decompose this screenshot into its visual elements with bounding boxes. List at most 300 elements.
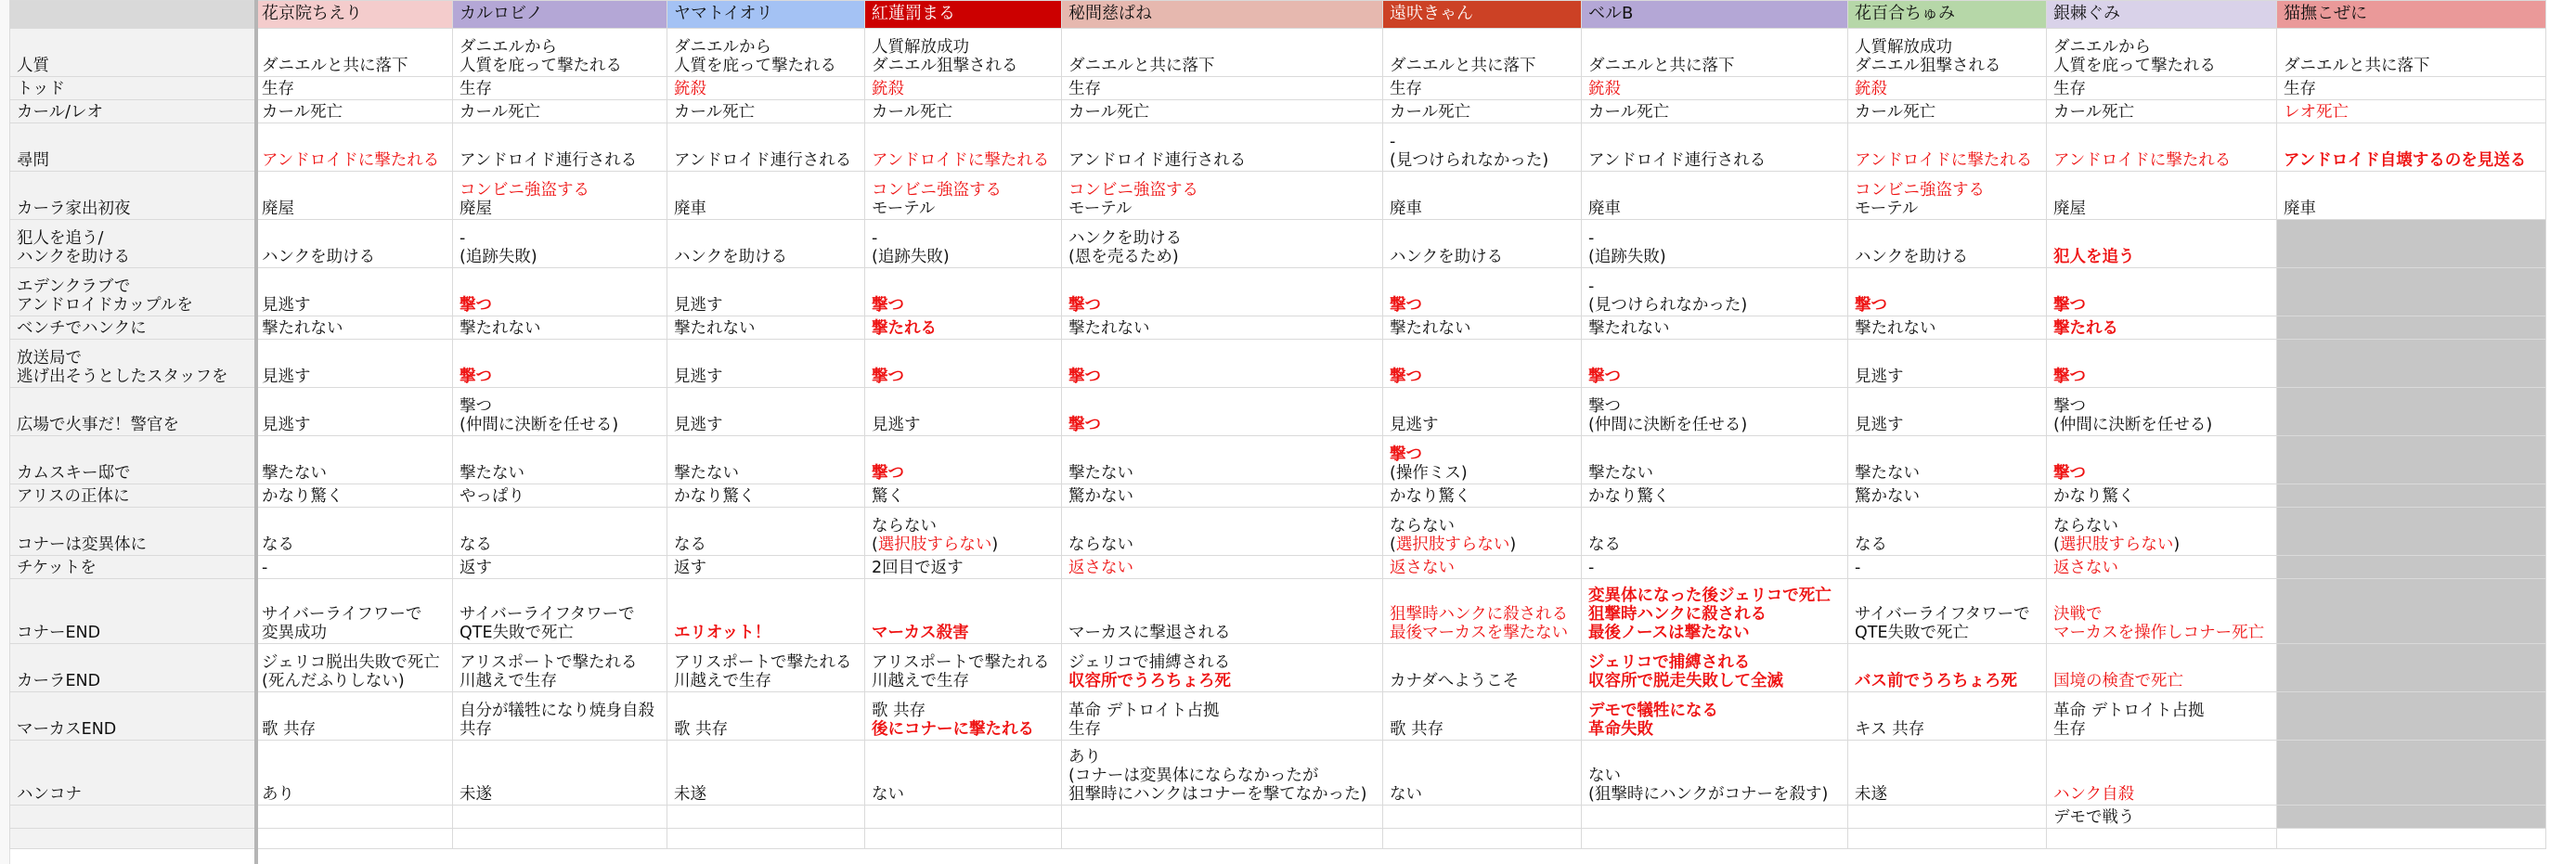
table-cell[interactable] bbox=[1062, 692, 1383, 741]
table-cell[interactable] bbox=[255, 172, 453, 220]
table-cell[interactable] bbox=[1062, 316, 1383, 340]
player-header[interactable] bbox=[1848, 1, 2047, 29]
row-label[interactable] bbox=[10, 806, 255, 829]
cell-text: 最後ノースは撃たない bbox=[1588, 624, 1750, 642]
table-cell[interactable] bbox=[667, 220, 865, 268]
table-cell[interactable] bbox=[1582, 29, 1848, 77]
cell-line bbox=[17, 57, 251, 75]
table-cell[interactable] bbox=[2277, 741, 2546, 806]
cell-line bbox=[1855, 57, 2042, 75]
cell-line bbox=[872, 517, 1057, 535]
table-cell[interactable] bbox=[667, 556, 865, 579]
table-cell[interactable] bbox=[2047, 806, 2277, 829]
row-label[interactable] bbox=[10, 484, 255, 508]
table-cell[interactable] bbox=[1848, 436, 2047, 484]
table-cell[interactable] bbox=[1062, 340, 1383, 388]
row-label[interactable] bbox=[10, 556, 255, 579]
table-cell[interactable] bbox=[1582, 123, 1848, 172]
table-cell[interactable] bbox=[2277, 268, 2546, 316]
cell-text: ダニエル狙撃される bbox=[872, 57, 1018, 75]
table-cell[interactable] bbox=[2277, 692, 2546, 741]
table-cell[interactable] bbox=[865, 829, 1062, 849]
cell-text: 未遂 bbox=[460, 785, 492, 804]
table-cell[interactable] bbox=[1582, 692, 1848, 741]
table-cell[interactable] bbox=[2047, 220, 2277, 268]
cell-line bbox=[460, 181, 663, 200]
table-cell[interactable] bbox=[1062, 220, 1383, 268]
table-cell[interactable] bbox=[1848, 340, 2047, 388]
table-cell[interactable] bbox=[1383, 316, 1582, 340]
table-cell[interactable] bbox=[865, 692, 1062, 741]
row-label[interactable] bbox=[10, 508, 255, 556]
table-cell[interactable] bbox=[2277, 556, 2546, 579]
table-cell[interactable] bbox=[1383, 556, 1582, 579]
cell-line bbox=[17, 296, 251, 315]
table-cell[interactable] bbox=[255, 29, 453, 77]
table-cell[interactable] bbox=[1848, 579, 2047, 644]
table-cell[interactable] bbox=[2047, 741, 2277, 806]
table-cell[interactable] bbox=[453, 172, 667, 220]
table-cell[interactable] bbox=[2047, 692, 2277, 741]
table-cell[interactable] bbox=[1848, 29, 2047, 77]
table-cell[interactable] bbox=[1062, 508, 1383, 556]
table-cell[interactable] bbox=[2047, 556, 2277, 579]
cell-text: 生存 bbox=[1068, 80, 1101, 98]
cell-text: 撃つ bbox=[1390, 445, 1422, 464]
row-label[interactable] bbox=[10, 123, 255, 172]
cell-line bbox=[262, 464, 448, 483]
table-cell[interactable] bbox=[1062, 484, 1383, 508]
player-header[interactable] bbox=[453, 1, 667, 29]
table-cell[interactable] bbox=[667, 316, 865, 340]
table-cell[interactable] bbox=[453, 692, 667, 741]
table-cell[interactable] bbox=[1062, 77, 1383, 100]
table-cell[interactable] bbox=[1062, 806, 1383, 829]
table-cell[interactable] bbox=[1383, 268, 1582, 316]
cell-text: 返す bbox=[460, 559, 492, 577]
table-cell[interactable] bbox=[1582, 484, 1848, 508]
table-cell[interactable] bbox=[1062, 436, 1383, 484]
cell-text: 広場で火事だ！警官を bbox=[17, 416, 179, 434]
cell-text: 廃屋 bbox=[460, 200, 492, 218]
table-cell[interactable] bbox=[2047, 268, 2277, 316]
table-cell[interactable] bbox=[1383, 100, 1582, 123]
table-cell[interactable] bbox=[1582, 508, 1848, 556]
table-cell[interactable] bbox=[2047, 77, 2277, 100]
table-cell[interactable] bbox=[1062, 579, 1383, 644]
table-cell[interactable] bbox=[667, 508, 865, 556]
cell-text: カール死亡 bbox=[460, 103, 541, 122]
table-cell[interactable] bbox=[865, 340, 1062, 388]
table-cell[interactable] bbox=[1582, 556, 1848, 579]
cell-text: QTE失敗で死亡 bbox=[460, 624, 575, 642]
table-cell[interactable] bbox=[1383, 579, 1582, 644]
table-cell[interactable] bbox=[667, 388, 865, 436]
cell-line bbox=[1390, 535, 1577, 554]
cell-text: カール/レオ bbox=[17, 103, 104, 122]
table-cell[interactable] bbox=[255, 484, 453, 508]
table-cell[interactable] bbox=[255, 220, 453, 268]
table-cell[interactable] bbox=[1062, 741, 1383, 806]
table-cell[interactable] bbox=[453, 100, 667, 123]
table-cell[interactable] bbox=[865, 172, 1062, 220]
table-cell[interactable] bbox=[667, 644, 865, 692]
table-cell[interactable] bbox=[2047, 579, 2277, 644]
player-name: カルロビノ bbox=[460, 4, 543, 23]
table-cell[interactable] bbox=[255, 806, 453, 829]
table-cell[interactable] bbox=[865, 220, 1062, 268]
table-cell[interactable] bbox=[1848, 484, 2047, 508]
row-label[interactable] bbox=[10, 829, 255, 849]
table-cell[interactable] bbox=[1582, 741, 1848, 806]
cell-text: ハンクを助ける bbox=[674, 248, 788, 266]
cell-line bbox=[1855, 535, 2042, 554]
table-cell[interactable] bbox=[865, 644, 1062, 692]
cell-line bbox=[674, 487, 861, 506]
cell-line bbox=[262, 653, 448, 672]
cell-line bbox=[872, 720, 1057, 739]
cell-text: 廃車 bbox=[1390, 200, 1422, 218]
cell-text: 変異体になった後ジェリコで死亡 bbox=[1588, 587, 1832, 605]
table-cell[interactable] bbox=[2277, 220, 2546, 268]
table-cell[interactable] bbox=[2047, 644, 2277, 692]
table-cell[interactable] bbox=[1582, 388, 1848, 436]
table-cell[interactable] bbox=[865, 579, 1062, 644]
cell-text: ハンクを助ける bbox=[1068, 229, 1183, 248]
player-header[interactable] bbox=[1582, 1, 1848, 29]
cell-line bbox=[1588, 229, 1844, 248]
table-cell[interactable] bbox=[1383, 172, 1582, 220]
cell-line bbox=[2053, 103, 2272, 122]
table-cell[interactable] bbox=[1848, 556, 2047, 579]
table-cell[interactable] bbox=[2047, 123, 2277, 172]
table-cell[interactable] bbox=[1582, 100, 1848, 123]
cell-line bbox=[17, 277, 251, 296]
cell-text: デモで犠牲になる bbox=[1588, 702, 1718, 720]
table-cell[interactable] bbox=[1848, 388, 2047, 436]
table-cell[interactable] bbox=[255, 829, 453, 849]
table-cell[interactable] bbox=[1848, 741, 2047, 806]
table-cell[interactable] bbox=[453, 123, 667, 172]
table-row bbox=[10, 484, 2546, 508]
table-cell[interactable] bbox=[865, 388, 1062, 436]
table-cell[interactable] bbox=[2047, 508, 2277, 556]
row-label[interactable] bbox=[10, 340, 255, 388]
cell-text: バス前でうろちょろ死 bbox=[1855, 672, 2017, 690]
player-header[interactable] bbox=[865, 1, 1062, 29]
table-cell[interactable] bbox=[667, 77, 865, 100]
table-cell[interactable] bbox=[453, 556, 667, 579]
row-label[interactable] bbox=[10, 29, 255, 77]
table-cell[interactable] bbox=[1383, 220, 1582, 268]
table-cell[interactable] bbox=[1383, 508, 1582, 556]
table-cell[interactable] bbox=[2047, 29, 2277, 77]
table-cell[interactable] bbox=[1383, 29, 1582, 77]
table-cell[interactable] bbox=[453, 340, 667, 388]
cell-text: カール死亡 bbox=[1390, 103, 1471, 122]
table-cell[interactable] bbox=[453, 388, 667, 436]
table-cell[interactable] bbox=[1582, 340, 1848, 388]
corner-cell[interactable] bbox=[10, 1, 255, 29]
table-cell[interactable] bbox=[453, 579, 667, 644]
table-cell[interactable] bbox=[1848, 316, 2047, 340]
cell-text: アンドロイドに撃たれる bbox=[1855, 151, 2033, 170]
cell-text: 未遂 bbox=[1855, 785, 1887, 804]
table-cell[interactable] bbox=[255, 340, 453, 388]
table-cell[interactable] bbox=[2047, 172, 2277, 220]
table-cell[interactable] bbox=[1582, 77, 1848, 100]
table-cell[interactable] bbox=[255, 508, 453, 556]
table-cell[interactable] bbox=[453, 220, 667, 268]
table-cell[interactable] bbox=[865, 484, 1062, 508]
row-label[interactable] bbox=[10, 579, 255, 644]
cell-line bbox=[674, 368, 861, 386]
table-cell[interactable] bbox=[667, 29, 865, 77]
cell-text: 見逃す bbox=[262, 368, 311, 386]
cell-text: 狙撃時にハンクはコナーを撃てなかった) bbox=[1068, 785, 1367, 804]
table-cell[interactable] bbox=[865, 741, 1062, 806]
cell-line bbox=[460, 535, 663, 554]
table-cell[interactable] bbox=[1383, 340, 1582, 388]
player-header[interactable] bbox=[1062, 1, 1383, 29]
table-cell[interactable] bbox=[255, 692, 453, 741]
cell-text: ) bbox=[2173, 535, 2181, 554]
table-cell[interactable] bbox=[1848, 123, 2047, 172]
table-cell[interactable] bbox=[865, 268, 1062, 316]
table-cell[interactable] bbox=[2047, 436, 2277, 484]
table-cell[interactable] bbox=[2047, 340, 2277, 388]
cell-text: エデンクラブで bbox=[17, 277, 131, 296]
table-cell[interactable] bbox=[1383, 741, 1582, 806]
table-cell[interactable] bbox=[865, 77, 1062, 100]
player-header[interactable] bbox=[1383, 1, 1582, 29]
table-cell[interactable] bbox=[453, 316, 667, 340]
table-cell[interactable] bbox=[667, 829, 865, 849]
table-cell[interactable] bbox=[255, 123, 453, 172]
cell-text: 狙撃時ハンクに殺される bbox=[1390, 605, 1569, 624]
cell-line bbox=[17, 229, 251, 248]
table-cell[interactable] bbox=[453, 436, 667, 484]
row-label[interactable] bbox=[10, 436, 255, 484]
row-label[interactable] bbox=[10, 220, 255, 268]
table-cell[interactable] bbox=[1062, 100, 1383, 123]
table-cell[interactable] bbox=[453, 77, 667, 100]
table-cell[interactable] bbox=[255, 579, 453, 644]
cell-line bbox=[1588, 624, 1844, 642]
table-cell[interactable] bbox=[667, 172, 865, 220]
cell-line bbox=[1068, 200, 1379, 218]
table-cell[interactable] bbox=[1062, 644, 1383, 692]
table-cell[interactable] bbox=[453, 484, 667, 508]
table-cell[interactable] bbox=[2047, 388, 2277, 436]
table-cell[interactable] bbox=[1848, 100, 2047, 123]
table-cell[interactable] bbox=[865, 806, 1062, 829]
cell-line bbox=[17, 80, 251, 98]
cell-text: ハンクを助ける bbox=[1390, 248, 1504, 266]
table-cell[interactable] bbox=[667, 484, 865, 508]
table-cell[interactable] bbox=[865, 436, 1062, 484]
table-cell[interactable] bbox=[1062, 388, 1383, 436]
row-label[interactable] bbox=[10, 388, 255, 436]
table-cell[interactable] bbox=[1383, 388, 1582, 436]
table-row bbox=[10, 644, 2546, 692]
table-cell[interactable] bbox=[667, 268, 865, 316]
table-cell[interactable] bbox=[667, 123, 865, 172]
table-cell[interactable] bbox=[1383, 829, 1582, 849]
table-cell[interactable] bbox=[2277, 77, 2546, 100]
cell-text: 銃殺 bbox=[674, 80, 706, 98]
player-header[interactable] bbox=[667, 1, 865, 29]
table-cell[interactable] bbox=[865, 556, 1062, 579]
table-cell[interactable] bbox=[2277, 806, 2546, 829]
table-cell[interactable] bbox=[255, 268, 453, 316]
table-cell[interactable] bbox=[1582, 579, 1848, 644]
table-cell[interactable] bbox=[1383, 436, 1582, 484]
table-cell[interactable] bbox=[2277, 29, 2546, 77]
cell-text: 驚く bbox=[872, 487, 904, 506]
table-cell[interactable] bbox=[255, 100, 453, 123]
table-cell[interactable] bbox=[1848, 268, 2047, 316]
cell-line bbox=[1855, 416, 2042, 434]
table-cell[interactable] bbox=[1383, 806, 1582, 829]
table-cell[interactable] bbox=[1848, 508, 2047, 556]
table-cell[interactable] bbox=[2277, 340, 2546, 388]
player-header[interactable] bbox=[2277, 1, 2546, 29]
row-label[interactable] bbox=[10, 268, 255, 316]
table-cell[interactable] bbox=[1582, 220, 1848, 268]
table-cell[interactable] bbox=[667, 340, 865, 388]
table-cell[interactable] bbox=[1062, 829, 1383, 849]
table-cell[interactable] bbox=[2277, 100, 2546, 123]
table-cell[interactable] bbox=[255, 388, 453, 436]
table-cell[interactable] bbox=[1582, 268, 1848, 316]
table-cell[interactable] bbox=[2047, 316, 2277, 340]
row-label[interactable] bbox=[10, 316, 255, 340]
cell-text: ダニエルと共に落下 bbox=[262, 57, 408, 75]
table-cell[interactable] bbox=[1383, 692, 1582, 741]
table-cell[interactable] bbox=[1848, 172, 2047, 220]
table-cell[interactable] bbox=[2047, 100, 2277, 123]
table-cell[interactable] bbox=[667, 806, 865, 829]
table-cell[interactable] bbox=[1848, 220, 2047, 268]
table-cell[interactable] bbox=[1582, 436, 1848, 484]
table-cell[interactable] bbox=[2047, 829, 2277, 849]
table-cell[interactable] bbox=[2277, 644, 2546, 692]
table-cell[interactable] bbox=[1383, 77, 1582, 100]
table-cell[interactable] bbox=[453, 741, 667, 806]
table-cell[interactable] bbox=[667, 692, 865, 741]
table-cell[interactable] bbox=[2277, 172, 2546, 220]
table-cell[interactable] bbox=[255, 644, 453, 692]
table-cell[interactable] bbox=[1062, 268, 1383, 316]
cell-line bbox=[460, 605, 663, 624]
cell-line bbox=[460, 624, 663, 642]
table-cell[interactable] bbox=[1848, 644, 2047, 692]
player-header[interactable] bbox=[255, 1, 453, 29]
cell-text: 廃車 bbox=[674, 200, 706, 218]
cell-text: (狙撃時にハンクがコナーを殺す) bbox=[1588, 785, 1829, 804]
table-cell[interactable] bbox=[255, 741, 453, 806]
table-cell[interactable] bbox=[1582, 806, 1848, 829]
table-cell[interactable] bbox=[1062, 29, 1383, 77]
cell-line bbox=[1588, 368, 1844, 386]
row-label[interactable] bbox=[10, 100, 255, 123]
table-cell[interactable] bbox=[1582, 644, 1848, 692]
table-cell[interactable] bbox=[255, 556, 453, 579]
table-cell[interactable] bbox=[453, 508, 667, 556]
table-cell[interactable] bbox=[1848, 829, 2047, 849]
table-cell[interactable] bbox=[255, 77, 453, 100]
table-cell[interactable] bbox=[453, 806, 667, 829]
player-header[interactable] bbox=[2047, 1, 2277, 29]
cell-text: コナーは変異体に bbox=[17, 535, 147, 554]
table-cell[interactable] bbox=[1582, 316, 1848, 340]
table-cell[interactable] bbox=[1062, 556, 1383, 579]
table-cell[interactable] bbox=[2277, 436, 2546, 484]
table-cell[interactable] bbox=[1848, 692, 2047, 741]
table-cell[interactable] bbox=[1848, 77, 2047, 100]
table-cell[interactable] bbox=[1848, 806, 2047, 829]
table-cell[interactable] bbox=[2047, 484, 2277, 508]
row-label[interactable] bbox=[10, 692, 255, 741]
cell-line bbox=[262, 624, 448, 642]
table-cell[interactable] bbox=[865, 29, 1062, 77]
table-cell[interactable] bbox=[2277, 579, 2546, 644]
cell-text: コンビニ強盗する bbox=[1855, 181, 1985, 200]
table-cell[interactable] bbox=[2277, 829, 2546, 849]
table-cell[interactable] bbox=[2277, 484, 2546, 508]
table-cell[interactable] bbox=[865, 100, 1062, 123]
table-cell[interactable] bbox=[2277, 388, 2546, 436]
table-cell[interactable] bbox=[1062, 172, 1383, 220]
row-label[interactable] bbox=[10, 644, 255, 692]
table-cell[interactable] bbox=[453, 829, 667, 849]
table-cell[interactable] bbox=[453, 268, 667, 316]
table-cell[interactable] bbox=[453, 29, 667, 77]
table-cell[interactable] bbox=[667, 436, 865, 484]
table-cell[interactable] bbox=[453, 644, 667, 692]
cell-line bbox=[1068, 229, 1379, 248]
table-cell[interactable] bbox=[865, 508, 1062, 556]
table-cell[interactable] bbox=[2277, 316, 2546, 340]
table-cell[interactable] bbox=[865, 316, 1062, 340]
cell-text: モーテル bbox=[872, 200, 936, 218]
table-cell[interactable] bbox=[255, 316, 453, 340]
row-label[interactable] bbox=[10, 741, 255, 806]
table-cell[interactable] bbox=[1383, 484, 1582, 508]
table-cell[interactable] bbox=[2277, 123, 2546, 172]
table-cell[interactable] bbox=[667, 741, 865, 806]
cell-text: 撃たれない bbox=[1855, 319, 1936, 338]
table-cell[interactable] bbox=[865, 123, 1062, 172]
table-cell[interactable] bbox=[1582, 829, 1848, 849]
cell-text: カール死亡 bbox=[262, 103, 343, 122]
cell-line bbox=[17, 248, 251, 266]
table-cell[interactable] bbox=[2277, 508, 2546, 556]
table-cell[interactable] bbox=[1383, 123, 1582, 172]
cell-text: ない bbox=[1588, 767, 1621, 785]
table-cell[interactable] bbox=[255, 436, 453, 484]
table-cell[interactable] bbox=[1582, 172, 1848, 220]
row-label[interactable] bbox=[10, 172, 255, 220]
table-cell[interactable] bbox=[1062, 123, 1383, 172]
table-cell[interactable] bbox=[667, 100, 865, 123]
cell-line bbox=[674, 720, 861, 739]
table-cell[interactable] bbox=[1383, 644, 1582, 692]
table-cell[interactable] bbox=[667, 579, 865, 644]
cell-line bbox=[17, 464, 251, 483]
row-label[interactable] bbox=[10, 77, 255, 100]
